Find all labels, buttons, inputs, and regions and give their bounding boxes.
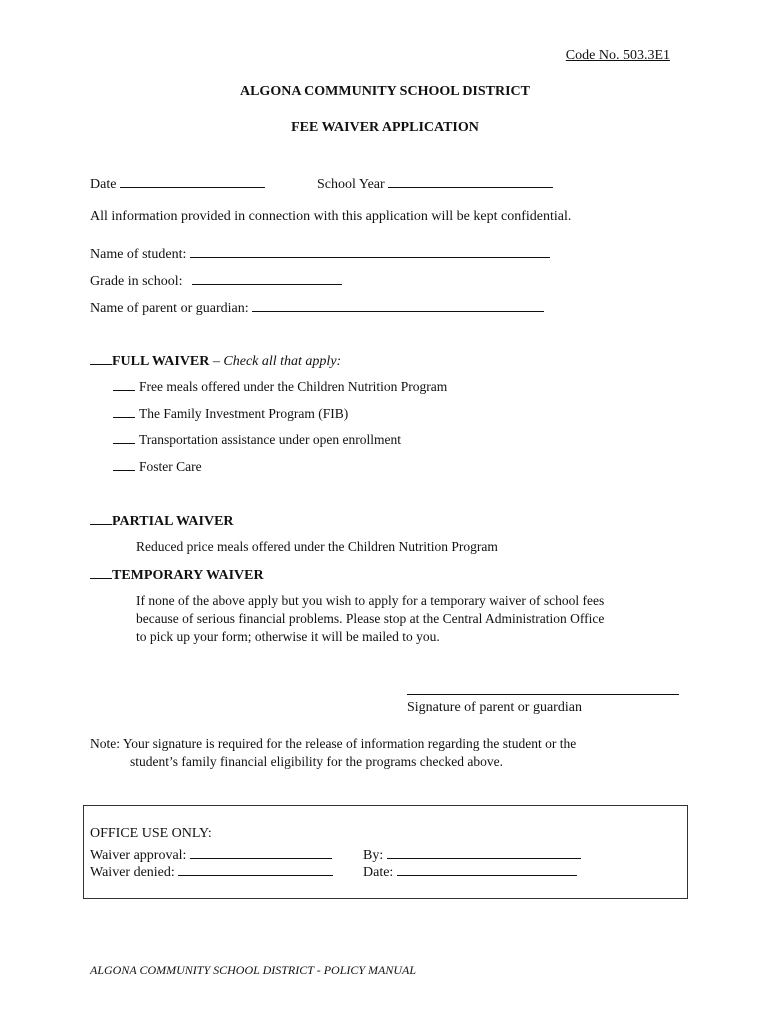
grade-row <box>90 271 342 290</box>
student-name-field[interactable] <box>190 244 550 258</box>
note-line-2: student’s family financial eligibility for the programs checked above. <box>130 754 504 769</box>
partial-waiver-text: Reduced price meals offered under the Children Nutrition Program <box>136 539 498 554</box>
full-waiver-title: FULL WAIVER <box>112 354 210 369</box>
option-free-meals: Free meals offered under the Children Nutrition Program <box>139 379 448 394</box>
district-name: ALGONA COMMUNITY SCHOOL DISTRICT <box>239 84 531 99</box>
option-fip: The Family Investment Program (FIB) <box>139 406 349 421</box>
option-checkbox-transportation[interactable] <box>113 431 135 444</box>
full-option-row <box>113 405 348 422</box>
full-waiver-instruction: Check all that apply: <box>223 354 342 369</box>
full-waiver-dash: – <box>209 354 224 369</box>
office-date-label: Date: <box>363 865 394 880</box>
school-year-field[interactable] <box>388 174 553 188</box>
option-checkbox-free-meals[interactable] <box>113 378 135 391</box>
waiver-approval-label: Waiver approval: <box>90 848 187 863</box>
waiver-denied-field[interactable] <box>178 862 333 876</box>
office-date-field[interactable] <box>397 862 577 876</box>
full-option-row <box>113 378 447 395</box>
full-option-row <box>113 431 401 448</box>
option-checkbox-fip[interactable] <box>113 405 135 418</box>
date-label: Date <box>90 177 117 192</box>
temporary-waiver-line: because of serious financial problems. Please stop at the Central Administration Office <box>136 611 605 626</box>
temporary-waiver-line: If none of the above apply but you wish to apply for a temporary waiver of school fees <box>136 593 605 608</box>
signature-line[interactable] <box>407 694 679 695</box>
partial-waiver-heading <box>90 512 234 530</box>
option-foster-care: Foster Care <box>139 459 202 474</box>
waiver-denied-label: Waiver denied: <box>90 865 175 880</box>
office-date-row <box>363 862 577 881</box>
partial-waiver-title: PARTIAL WAIVER <box>112 514 234 529</box>
code-number: Code No. 503.3E1 <box>565 48 670 63</box>
temporary-waiver-line: to pick up your form; otherwise it will be mailed to you. <box>136 629 440 644</box>
temporary-waiver-title: TEMPORARY WAIVER <box>112 568 264 583</box>
grade-field[interactable] <box>192 271 342 285</box>
option-checkbox-foster-care[interactable] <box>113 458 135 471</box>
waiver-denied-row <box>90 862 333 881</box>
date-row <box>90 174 265 193</box>
full-option-row <box>113 458 202 475</box>
footer: ALGONA COMMUNITY SCHOOL DISTRICT - POLICY MANUAL <box>90 963 417 977</box>
by-label: By: <box>363 848 384 863</box>
grade-label: Grade in school: <box>90 274 183 289</box>
confidential-notice: All information provided in connection with this application will be kept confidential. <box>90 209 572 224</box>
school-year-label: School Year <box>317 177 385 192</box>
parent-label: Name of parent or guardian: <box>90 301 249 316</box>
parent-row <box>90 298 544 317</box>
temporary-waiver-checkbox[interactable] <box>90 566 112 579</box>
student-row <box>90 244 550 263</box>
note-line-1: Note: Your signature is required for the release of information regarding the student or the <box>90 736 577 751</box>
full-waiver-heading <box>90 352 341 370</box>
school-year-row <box>317 174 553 193</box>
temporary-waiver-heading <box>90 566 264 584</box>
full-waiver-checkbox[interactable] <box>90 352 112 365</box>
partial-waiver-checkbox[interactable] <box>90 512 112 525</box>
option-transportation: Transportation assistance under open enrollment <box>139 432 401 447</box>
page-title: FEE WAIVER APPLICATION <box>291 120 479 135</box>
date-field[interactable] <box>120 174 265 188</box>
signature-label: Signature of parent or guardian <box>407 700 582 715</box>
parent-name-field[interactable] <box>252 298 544 312</box>
by-field[interactable] <box>387 845 581 859</box>
student-label: Name of student: <box>90 247 187 262</box>
office-title: OFFICE USE ONLY: <box>90 826 212 841</box>
waiver-approval-field[interactable] <box>190 845 332 859</box>
